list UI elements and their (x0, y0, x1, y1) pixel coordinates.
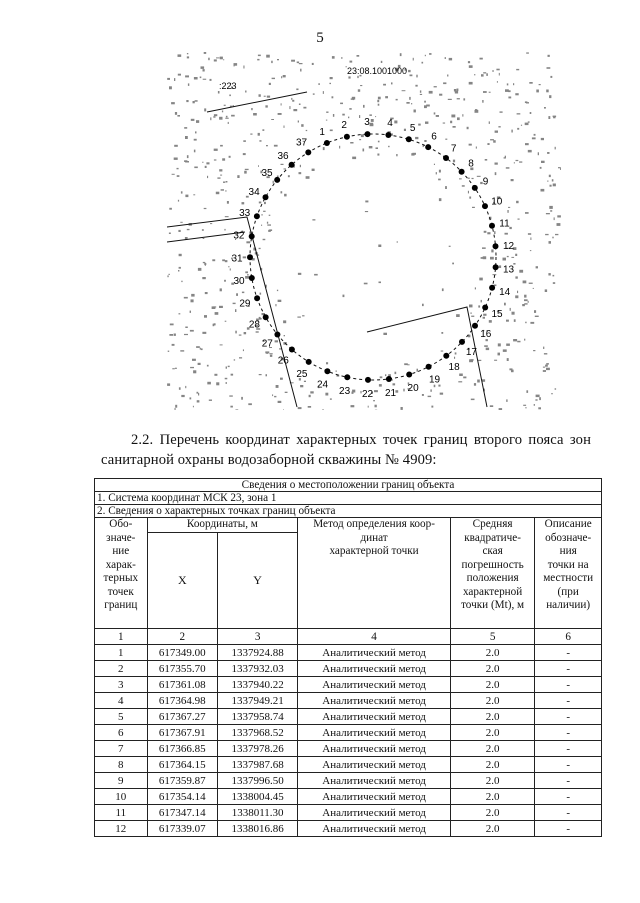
boundary-point-label: 2 (341, 120, 347, 132)
header-description: Описание обозначе- ния точки на местности (при наличии) (535, 518, 602, 629)
boundary-point-label: 29 (239, 298, 251, 310)
boundary-point (443, 155, 449, 161)
boundary-point (482, 305, 488, 311)
cell-x: 617367.91 (147, 725, 217, 741)
boundary-point (254, 213, 260, 219)
boundary-point-label: 13 (502, 264, 515, 276)
table-row (95, 645, 602, 661)
cadastral-number: 23:08.1001000 (347, 66, 408, 76)
cell-n: 7 (95, 741, 148, 757)
cell-x: 617364.98 (147, 693, 217, 709)
boundary-point-label: 5 (409, 122, 416, 134)
table-row (95, 789, 602, 805)
cell-mt: 2.0 (450, 677, 534, 693)
cell-desc: - (535, 773, 602, 789)
cell-mt: 2.0 (450, 821, 534, 837)
cell-y: 1337978.26 (217, 741, 297, 757)
column-number: 2 (147, 629, 217, 645)
boundary-point-label: 17 (465, 346, 477, 358)
cell-x: 617366.85 (147, 741, 217, 757)
cell-n: 8 (95, 757, 148, 773)
column-number: 6 (535, 629, 602, 645)
cell-x: 617367.27 (147, 709, 217, 725)
boundary-point-label: 21 (384, 387, 397, 399)
cell-n: 3 (95, 677, 148, 693)
column-number: 4 (298, 629, 451, 645)
boundary-point (247, 254, 253, 260)
boundary-point (249, 233, 255, 239)
cell-method: Аналитический метод (298, 773, 451, 789)
boundary-point-label: 22 (361, 388, 374, 400)
cell-y: 1337987.68 (217, 757, 297, 773)
cell-desc: - (535, 661, 602, 677)
boundary-point (365, 131, 371, 137)
boundary-point-label: 32 (233, 230, 245, 242)
boundary-point-label: 18 (448, 362, 460, 374)
boundary-point (305, 149, 311, 155)
boundary-point (472, 185, 478, 191)
boundary-point (344, 374, 350, 380)
boundary-point (459, 169, 465, 175)
boundary-point (263, 194, 269, 200)
boundary-point-label: 6 (431, 131, 437, 143)
boundary-point (324, 140, 330, 146)
cell-method: Аналитический метод (298, 757, 451, 773)
boundary-point (274, 177, 280, 183)
column-number: 1 (95, 629, 148, 645)
cell-method: Аналитический метод (298, 821, 451, 837)
table-row (95, 677, 602, 693)
table-row (95, 757, 602, 773)
boundary-point-label: 23 (339, 386, 351, 397)
table-row (95, 725, 602, 741)
cell-method: Аналитический метод (298, 709, 451, 725)
cell-desc: - (535, 805, 602, 821)
cell-n: 2 (95, 661, 148, 677)
boundary-point (493, 264, 499, 270)
boundary-point (274, 332, 280, 338)
boundary-point-label: 20 (407, 383, 419, 394)
cell-y: 1338011.30 (217, 805, 297, 821)
boundary-point (289, 162, 295, 168)
boundary-point-label: 12 (502, 241, 515, 253)
site-map (167, 52, 561, 410)
table-row (95, 821, 602, 837)
boundary-point-label: 9 (482, 176, 489, 188)
cell-mt: 2.0 (450, 725, 534, 741)
boundary-point (425, 144, 431, 150)
cell-desc: - (535, 693, 602, 709)
boundary-point (344, 134, 350, 140)
boundary-point (489, 285, 495, 291)
boundary-point-label: 25 (296, 368, 308, 380)
boundary-point-label: 10 (491, 196, 503, 208)
cell-x: 617349.00 (147, 645, 217, 661)
cell-desc: - (535, 789, 602, 805)
boundary-point-label: 11 (499, 218, 510, 230)
table-row (95, 661, 602, 677)
cell-n: 6 (95, 725, 148, 741)
cell-n: 12 (95, 821, 148, 837)
cell-x: 617359.87 (147, 773, 217, 789)
cell-method: Аналитический метод (298, 645, 451, 661)
cell-y: 1337968.52 (217, 725, 297, 741)
table-row (95, 693, 602, 709)
boundary-point (306, 359, 312, 365)
cell-mt: 2.0 (450, 709, 534, 725)
cell-mt: 2.0 (450, 789, 534, 805)
map-parcel-lines (167, 92, 487, 407)
cell-method: Аналитический метод (298, 661, 451, 677)
cell-x: 617339.07 (147, 821, 217, 837)
page-number: 5 (316, 30, 324, 46)
cell-mt: 2.0 (450, 757, 534, 773)
cell-y: 1337924.88 (217, 645, 297, 661)
boundary-point (472, 323, 478, 329)
boundary-point (324, 368, 330, 374)
cell-x: 617354.14 (147, 789, 217, 805)
table-row (95, 773, 602, 789)
parcel-label: :223 (219, 81, 237, 91)
cell-method: Аналитический метод (298, 741, 451, 757)
table-row (95, 709, 602, 725)
cell-x: 617355.70 (147, 661, 217, 677)
cell-method: Аналитический метод (298, 725, 451, 741)
cell-mt: 2.0 (450, 741, 534, 757)
boundary-point-label: 36 (277, 151, 289, 163)
cell-y: 1337949.21 (217, 693, 297, 709)
boundary-point-label: 16 (480, 328, 492, 340)
boundary-point-label: 24 (316, 379, 329, 391)
boundary-point-label: 33 (239, 207, 251, 219)
coordinates-table (94, 478, 602, 837)
boundary-point (406, 372, 412, 378)
cell-y: 1338016.86 (217, 821, 297, 837)
boundary-point (443, 353, 449, 359)
cell-desc: - (535, 645, 602, 661)
boundary-ring (231, 117, 514, 400)
cell-n: 1 (95, 645, 148, 661)
boundary-point-label: 26 (277, 355, 289, 367)
boundary-point (489, 223, 495, 229)
boundary-point (365, 377, 371, 383)
boundary-point-label: 35 (261, 167, 273, 179)
boundary-point-label: 4 (387, 118, 393, 130)
boundary-point-label: 30 (233, 276, 245, 288)
cell-y: 1337932.03 (217, 661, 297, 677)
boundary-point-label: 37 (295, 137, 308, 149)
boundary-point-label: 1 (319, 126, 325, 138)
boundary-point (406, 136, 412, 142)
boundary-point (254, 295, 260, 301)
cell-n: 9 (95, 773, 148, 789)
boundary-point (459, 339, 465, 345)
boundary-point (482, 203, 488, 209)
cell-method: Аналитический метод (298, 789, 451, 805)
boundary-point-label: 27 (261, 338, 273, 350)
cell-desc: - (535, 677, 602, 693)
header-y: Y (217, 532, 297, 629)
cell-n: 10 (95, 789, 148, 805)
cell-desc: - (535, 709, 602, 725)
cell-n: 11 (95, 805, 148, 821)
cell-n: 4 (95, 693, 148, 709)
column-number: 5 (450, 629, 534, 645)
boundary-point-label: 15 (491, 308, 503, 320)
header-designation: Обо- значе- ние харак- терных точек границ (95, 518, 148, 629)
cell-mt: 2.0 (450, 661, 534, 677)
boundary-point (493, 243, 499, 249)
table-row (95, 741, 602, 757)
cell-method: Аналитический метод (298, 805, 451, 821)
cell-mt: 2.0 (450, 773, 534, 789)
cell-y: 1337996.50 (217, 773, 297, 789)
coordinate-system: 1. Система координат МСК 23, зона 1 (95, 492, 602, 505)
boundary-point (385, 132, 391, 138)
boundary-point-label: 31 (231, 253, 243, 265)
site-map-drawing (167, 52, 561, 410)
cell-mt: 2.0 (450, 645, 534, 661)
cell-x: 617364.15 (147, 757, 217, 773)
boundary-point (426, 364, 432, 370)
boundary-point-label: 7 (450, 143, 457, 155)
cell-y: 1337958.74 (217, 709, 297, 725)
cell-y: 1338004.45 (217, 789, 297, 805)
boundary-point-label: 34 (248, 186, 260, 198)
cell-n: 5 (95, 709, 148, 725)
header-method: Метод определения коор- динат характерной точки (298, 518, 451, 629)
cell-desc: - (535, 821, 602, 837)
boundary-point-label: 28 (248, 319, 260, 331)
table-title: Сведения о местоположении границ объекта (95, 479, 602, 492)
map-background-texture (167, 52, 561, 410)
header-error: Средняя квадратиче- ская погрешность положения характерной точки (Mt), м (450, 518, 534, 629)
section-heading: 2.2. Перечень координат характерных точек границ второго пояса зон санитарной охраны водозаборной скважины № 4909: (101, 432, 591, 468)
boundary-point-label: 3 (364, 117, 370, 129)
cell-mt: 2.0 (450, 693, 534, 709)
column-number: 3 (217, 629, 297, 645)
boundary-point (289, 347, 295, 353)
boundary-point (386, 376, 392, 382)
cell-desc: - (535, 741, 602, 757)
boundary-point-label: 19 (428, 374, 441, 386)
cell-mt: 2.0 (450, 805, 534, 821)
cell-desc: - (535, 725, 602, 741)
boundary-point (249, 275, 255, 281)
cell-x: 617361.08 (147, 677, 217, 693)
cell-method: Аналитический метод (298, 677, 451, 693)
section-subtitle: 2. Сведения о характерных точках границ объекта (95, 505, 602, 518)
cell-y: 1337940.22 (217, 677, 297, 693)
table-body (95, 645, 602, 837)
cell-desc: - (535, 757, 602, 773)
boundary-point (263, 314, 269, 320)
cell-x: 617347.14 (147, 805, 217, 821)
header-coordinates: Координаты, м (147, 518, 298, 533)
header-x: X (147, 532, 217, 629)
column-numbers-row (95, 629, 602, 645)
table-row (95, 805, 602, 821)
boundary-point-label: 14 (499, 287, 511, 298)
cell-method: Аналитический метод (298, 693, 451, 709)
boundary-point-label: 8 (468, 158, 474, 170)
